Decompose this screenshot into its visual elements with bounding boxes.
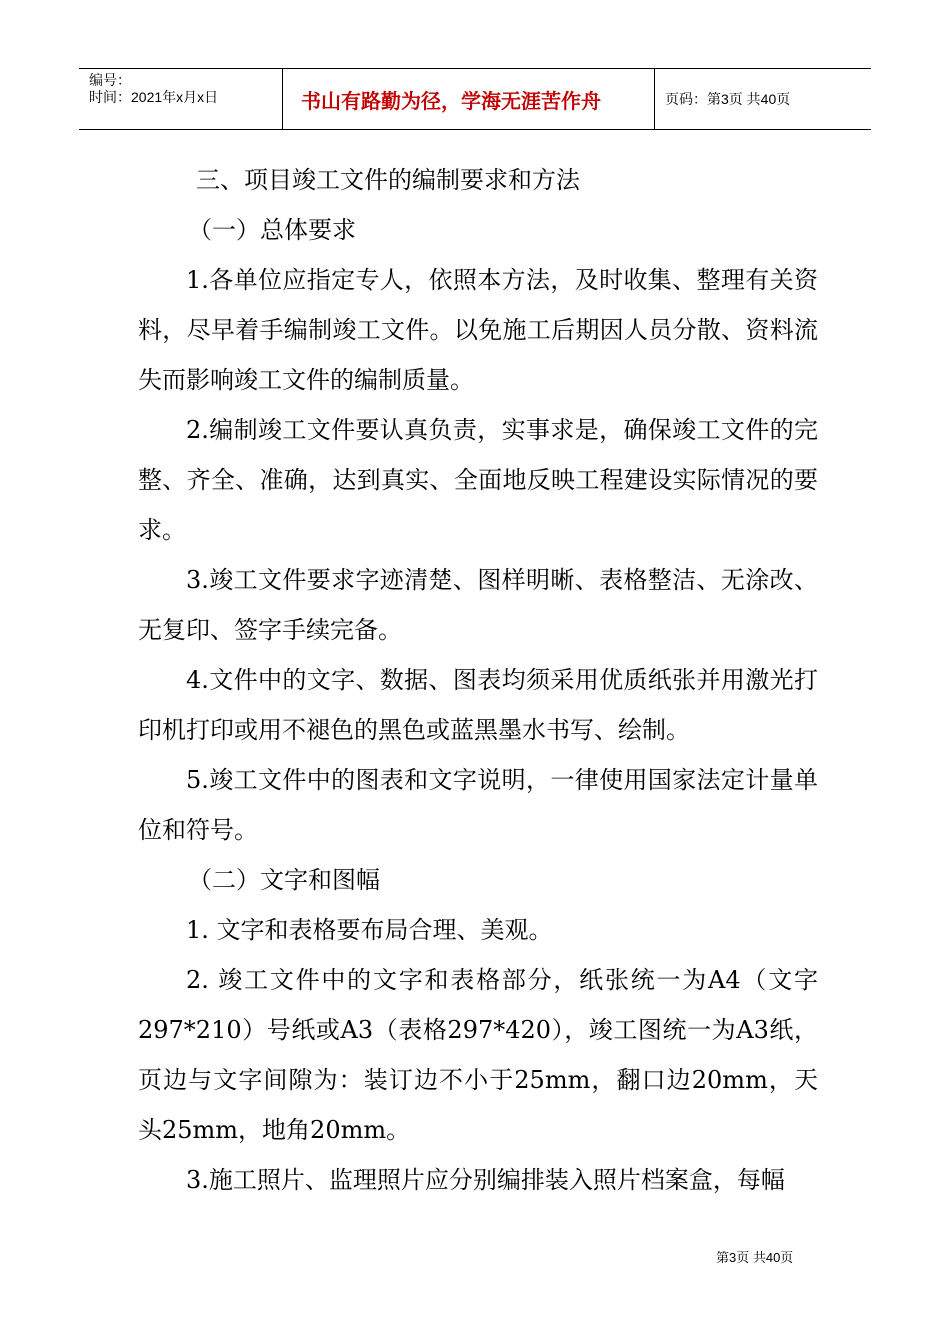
- paragraph-1: 1.各单位应指定专人，依照本方法，及时收集、整理有关资料，尽早着手编制竣工文件。以免施工后期因人员分散、资料流失而影响竣工文件的编制质量。: [138, 266, 818, 394]
- subsection-title-general: （一）总体要求: [188, 216, 356, 244]
- header-meta: [79, 69, 282, 129]
- paragraph-text-1: 1. 文字和表格要布局合理、美观。: [186, 916, 553, 944]
- header-motto-cell: [282, 69, 655, 129]
- footer-page-number: 第3页 共40页: [716, 1250, 794, 1265]
- header-motto: 书山有路勤为径，学海无涯苦作舟: [301, 88, 601, 113]
- document-body: [138, 155, 818, 1205]
- paragraph-3: 3.竣工文件要求字迹清楚、图样明晰、表格整洁、无涂改、无复印、签字手续完备。: [138, 566, 818, 644]
- paragraph-text-2: 2. 竣工文件中的文字和表格部分，纸张统一为A4（文字297*210）号纸或A3（表格297*420），竣工图统一为A3纸，页边与文字间隙为：装订边不小于25mm，翻口边20mm，天头25mm，地角20mm。: [138, 966, 818, 1144]
- subsection-title-text: （二）文字和图幅: [188, 866, 380, 894]
- paragraph-5: 5.竣工文件中的图表和文字说明，一律使用国家法定计量单位和符号。: [138, 766, 818, 844]
- paragraph-4: 4.文件中的文字、数据、图表均须采用优质纸张并用激光打印机打印或用不褪色的黑色或蓝黑墨水书写、绘制。: [138, 666, 818, 744]
- header-page-info-cell: [655, 69, 871, 129]
- page-header: [79, 68, 871, 130]
- paragraph-2: 2.编制竣工文件要认真负责，实事求是，确保竣工文件的完整、齐全、准确，达到真实、全面地反映工程建设实际情况的要求。: [138, 416, 818, 544]
- section-title: 三、项目竣工文件的编制要求和方法: [196, 166, 580, 194]
- document-number-label: 编号：: [89, 72, 131, 88]
- header-page-info: 页码：第3页 共40页: [665, 91, 791, 107]
- document-date: 时间：2021年x月x日: [89, 89, 219, 105]
- paragraph-text-3: 3.施工照片、监理照片应分别编排装入照片档案盒，每幅: [186, 1166, 785, 1194]
- page-footer: [716, 1247, 793, 1266]
